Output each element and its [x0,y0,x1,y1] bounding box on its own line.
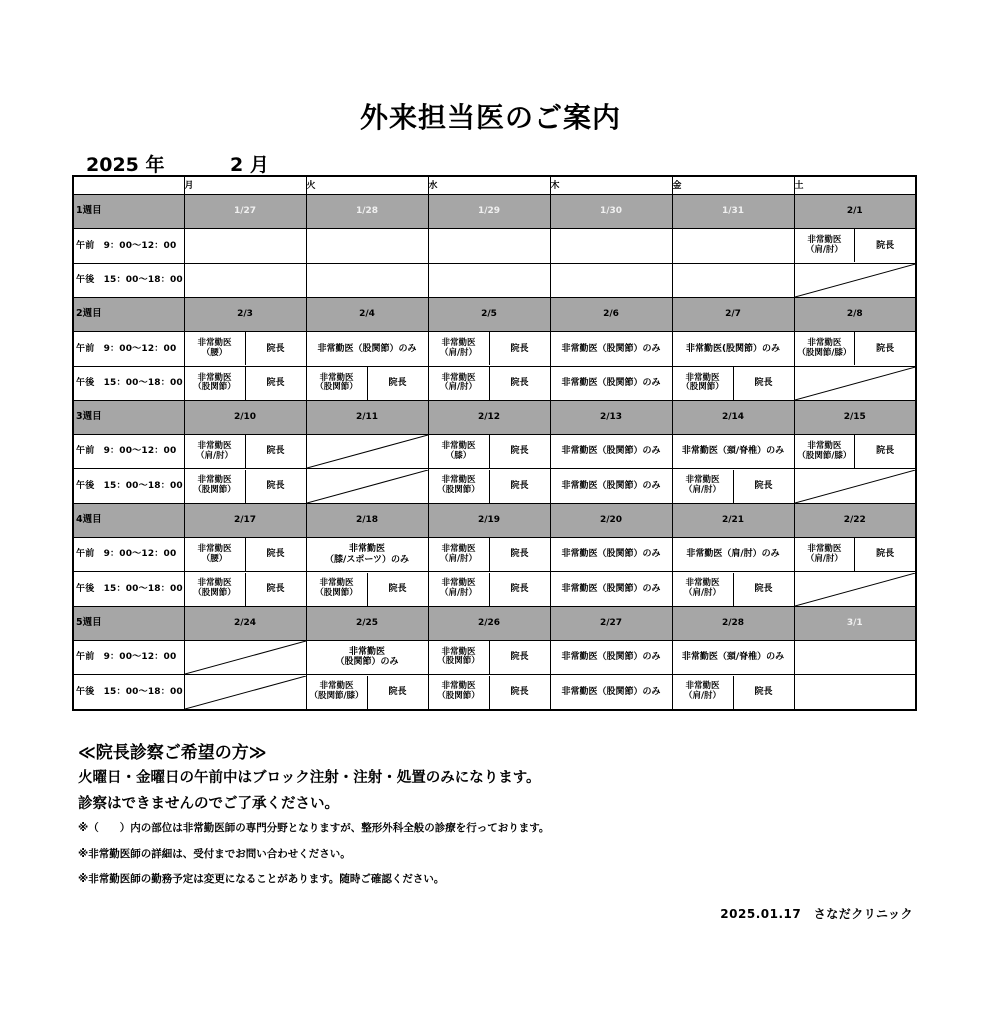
split-slot [673,676,794,709]
date-cell: 2/3 [184,298,306,332]
weekday-header: 火 [306,176,428,195]
weekday-header: 木 [550,176,672,195]
part-time-doctor: 非常勤医 （股関節） [307,367,368,400]
notes-heading: ≪院長診察ご希望の方≫ [78,743,267,763]
doctor-text: 非常勤医（頚/脊椎）のみ [681,652,785,663]
notes-line-3: ※（ ）内の部位は非常勤医師の専門分野となりますが、整形外科全般の診療を行っております。 [78,822,550,834]
part-time-doctor: 非常勤医 （股関節/膝） [795,332,856,365]
corner-cell [73,176,184,195]
doctor-text: 非常勤医（股関節）のみ [561,481,661,492]
split-slot [673,367,794,400]
am-row [73,640,916,675]
part-time-doctor: 非常勤医 （肩/肘） [429,538,490,571]
doctor-text: 非常勤医（肩/肘）のみ [686,549,780,560]
date-cell: 1/29 [428,195,550,229]
split-slot [795,435,916,468]
week-row [73,504,916,538]
week-label: 4週目 [73,504,184,538]
doctor-slot [672,675,794,710]
director: 院長 [388,378,407,389]
part-time-doctor: 非常勤医 （股関節） [673,367,734,400]
closed-diagonal [795,573,916,606]
week-label: 1週目 [73,195,184,229]
date-cell: 2/25 [306,606,428,640]
notes-line-4: ※非常勤医師の詳細は、受付までお問い合わせください。 [78,848,351,860]
empty-slot [184,263,306,298]
director: 院長 [876,549,895,560]
empty-slot [184,228,306,263]
month-label: 2 月 [230,154,269,176]
doctor-slot [428,434,550,469]
date-cell: 1/27 [184,195,306,229]
doctor-slot [550,537,672,572]
notes-line-5: ※非常勤医師の勤務予定は変更になることがあります。随時ご確認ください。 [78,873,445,885]
weekday-header: 月 [184,176,306,195]
split-slot [795,332,916,365]
split-slot [185,470,306,503]
part-time-doctor: 非常勤医 （股関節） [429,676,490,709]
split-slot [673,573,794,606]
part-time-doctor: 非常勤医 （膝） [429,435,490,468]
doctor-slot [306,675,428,710]
part-time-doctor: 非常勤医 （腰） [185,332,246,365]
doctor-slot [428,572,550,607]
closed-slot [306,469,428,504]
doctor-slot [306,640,428,675]
split-slot [185,435,306,468]
date-cell: 2/17 [184,504,306,538]
year-label: 2025 年 [86,154,165,176]
part-time-doctor: 非常勤医 （肩/肘） [673,573,734,606]
doctor-slot [794,228,916,263]
director: 院長 [754,686,773,697]
date-cell: 2/5 [428,298,550,332]
part-time-doctor: 非常勤医 （股関節） [185,367,246,400]
page-title: 外来担当医のご案内 [359,101,621,134]
closed-diagonal [185,676,306,709]
director: 院長 [266,549,285,560]
split-slot [795,538,916,571]
date-cell: 1/31 [672,195,794,229]
date-cell: 2/26 [428,606,550,640]
director: 院長 [754,378,773,389]
split-slot [307,573,428,606]
director: 院長 [388,583,407,594]
date-cell: 2/4 [306,298,428,332]
am-row [73,331,916,366]
part-time-doctor: 非常勤医 （股関節） [429,641,490,674]
pm-row [73,366,916,401]
weekday-header: 金 [672,176,794,195]
pm-row [73,263,916,298]
part-time-doctor: 非常勤医 （肩/肘） [673,676,734,709]
split-slot [429,367,550,400]
doctor-slot [550,640,672,675]
footer-date-clinic: 2025.01.17 さなだクリニック [720,907,913,921]
director: 院長 [510,652,529,663]
part-time-doctor: 非常勤医 （肩/肘） [185,435,246,468]
doctor-slot [550,331,672,366]
date-cell: 2/20 [550,504,672,538]
empty-slot [550,228,672,263]
date-cell: 2/10 [184,401,306,435]
closed-diagonal [307,435,428,468]
date-cell: 2/22 [794,504,916,538]
date-cell: 2/21 [672,504,794,538]
closed-slot [306,434,428,469]
closed-diagonal [185,641,306,674]
split-slot [307,367,428,400]
date-cell: 2/14 [672,401,794,435]
empty-slot [672,263,794,298]
empty-slot [428,228,550,263]
doctor-text: 非常勤医 （膝/スポーツ）のみ [325,544,409,565]
date-cell: 2/28 [672,606,794,640]
split-slot [429,676,550,709]
date-cell: 2/19 [428,504,550,538]
director: 院長 [876,343,895,354]
doctor-slot [306,366,428,401]
empty-slot [306,228,428,263]
director: 院長 [266,378,285,389]
date-cell: 2/12 [428,401,550,435]
closed-slot [794,572,916,607]
director: 院長 [754,583,773,594]
doctor-slot [672,331,794,366]
week-label: 2週目 [73,298,184,332]
week-label: 5週目 [73,606,184,640]
empty-slot [794,640,916,675]
doctor-text: 非常勤医（股関節）のみ [561,343,661,354]
date-cell: 2/8 [794,298,916,332]
doctor-text: 非常勤医（股関節）のみ [561,446,661,457]
director: 院長 [510,583,529,594]
date-cell: 2/11 [306,401,428,435]
doctor-text: 非常勤医（股関節）のみ [561,686,661,697]
empty-slot [306,263,428,298]
pm-label: 午後 15：00～18：00 [73,263,184,298]
split-slot [429,470,550,503]
doctor-text: 非常勤医(股関節）のみ [685,343,781,354]
director: 院長 [754,481,773,492]
date-cell: 2/18 [306,504,428,538]
doctor-slot [184,572,306,607]
am-label: 午前 9：00～12：00 [73,434,184,469]
doctor-slot [428,675,550,710]
director: 院長 [510,343,529,354]
doctor-slot [794,434,916,469]
closed-diagonal [795,470,916,503]
pm-row [73,675,916,710]
closed-slot [184,675,306,710]
pm-label: 午後 15：00～18：00 [73,572,184,607]
doctor-slot [184,469,306,504]
director: 院長 [510,549,529,560]
am-row [73,228,916,263]
doctor-slot [550,469,672,504]
part-time-doctor: 非常勤医 （股関節） [429,470,490,503]
part-time-doctor: 非常勤医 （肩/肘） [429,332,490,365]
am-label: 午前 9：00～12：00 [73,331,184,366]
date-cell: 2/7 [672,298,794,332]
closed-diagonal [307,470,428,503]
closed-slot [794,469,916,504]
empty-slot [550,263,672,298]
doctor-slot [672,537,794,572]
pm-row [73,572,916,607]
split-slot [429,641,550,674]
week-label: 3週目 [73,401,184,435]
doctor-slot [550,572,672,607]
split-slot [795,229,916,262]
split-slot [429,573,550,606]
part-time-doctor: 非常勤医 （肩/肘） [673,470,734,503]
doctor-text: 非常勤医（頚/脊椎）のみ [681,446,785,457]
split-slot [185,538,306,571]
closed-diagonal [795,264,916,297]
split-slot [185,332,306,365]
doctor-slot [672,640,794,675]
am-label: 午前 9：00～12：00 [73,228,184,263]
doctor-slot [184,434,306,469]
empty-slot [428,263,550,298]
part-time-doctor: 非常勤医 （腰） [185,538,246,571]
doctor-text: 非常勤医（股関節）のみ [317,343,417,354]
director: 院長 [876,240,895,251]
director: 院長 [266,481,285,492]
doctor-slot [184,331,306,366]
doctor-text: 非常勤医 （股関節）のみ [335,647,399,668]
part-time-doctor: 非常勤医 （股関節） [185,470,246,503]
split-slot [429,435,550,468]
pm-label: 午後 15：00～18：00 [73,469,184,504]
notes-line-1: 火曜日・金曜日の午前中はブロック注射・注射・処置のみになります。 [78,770,541,786]
doctor-slot [672,366,794,401]
doctor-slot [428,640,550,675]
am-label: 午前 9：00～12：00 [73,640,184,675]
doctor-slot [794,537,916,572]
date-cell: 3/1 [794,606,916,640]
doctor-slot [672,434,794,469]
director: 院長 [266,583,285,594]
closed-slot [184,640,306,675]
part-time-doctor: 非常勤医 （肩/肘） [429,367,490,400]
closed-slot [794,263,916,298]
closed-diagonal [795,367,916,400]
split-slot [429,332,550,365]
pm-row [73,469,916,504]
pm-label: 午後 15：00～18：00 [73,675,184,710]
part-time-doctor: 非常勤医 （肩/肘） [795,538,856,571]
week-row [73,401,916,435]
doctor-slot [672,572,794,607]
part-time-doctor: 非常勤医 （股関節） [185,573,246,606]
split-slot [429,538,550,571]
director: 院長 [510,378,529,389]
weekday-header: 水 [428,176,550,195]
date-cell: 2/27 [550,606,672,640]
doctor-slot [428,331,550,366]
part-time-doctor: 非常勤医 （肩/肘） [429,573,490,606]
doctor-slot [428,469,550,504]
split-slot [307,676,428,709]
doctor-slot [306,537,428,572]
part-time-doctor: 非常勤医 （股関節） [307,573,368,606]
doctor-text: 非常勤医（股関節）のみ [561,378,661,389]
weekday-header: 土 [794,176,916,195]
date-cell: 2/6 [550,298,672,332]
date-cell: 1/28 [306,195,428,229]
am-label: 午前 9：00～12：00 [73,537,184,572]
am-row [73,434,916,469]
part-time-doctor: 非常勤医 （股関節/膝） [795,435,856,468]
part-time-doctor: 非常勤医 （肩/肘） [795,229,856,262]
doctor-slot [550,366,672,401]
director: 院長 [266,446,285,457]
date-cell: 2/15 [794,401,916,435]
doctor-text: 非常勤医（股関節）のみ [561,549,661,560]
closed-slot [794,366,916,401]
pm-label: 午後 15：00～18：00 [73,366,184,401]
doctor-slot [184,366,306,401]
director: 院長 [388,686,407,697]
director: 院長 [876,446,895,457]
doctor-slot [306,572,428,607]
director: 院長 [266,343,285,354]
doctor-slot [672,469,794,504]
date-cell: 2/1 [794,195,916,229]
am-row [73,537,916,572]
date-cell: 2/13 [550,401,672,435]
notes-line-2: 診察はできませんのでご了承ください。 [78,796,339,812]
schedule-table [72,175,917,711]
director: 院長 [510,481,529,492]
date-cell: 2/24 [184,606,306,640]
director: 院長 [510,446,529,457]
weekday-header-row [73,176,916,195]
doctor-slot [428,537,550,572]
date-cell: 1/30 [550,195,672,229]
director: 院長 [510,686,529,697]
doctor-slot [184,537,306,572]
split-slot [673,470,794,503]
empty-slot [672,228,794,263]
doctor-slot [306,331,428,366]
split-slot [185,573,306,606]
part-time-doctor: 非常勤医 （股関節/膝） [307,676,368,709]
doctor-text: 非常勤医（股関節）のみ [561,652,661,663]
doctor-slot [550,675,672,710]
week-row [73,195,916,229]
doctor-slot [550,434,672,469]
doctor-slot [428,366,550,401]
week-row [73,298,916,332]
empty-slot [794,675,916,710]
doctor-slot [794,331,916,366]
split-slot [185,367,306,400]
week-row [73,606,916,640]
doctor-text: 非常勤医（股関節）のみ [561,583,661,594]
